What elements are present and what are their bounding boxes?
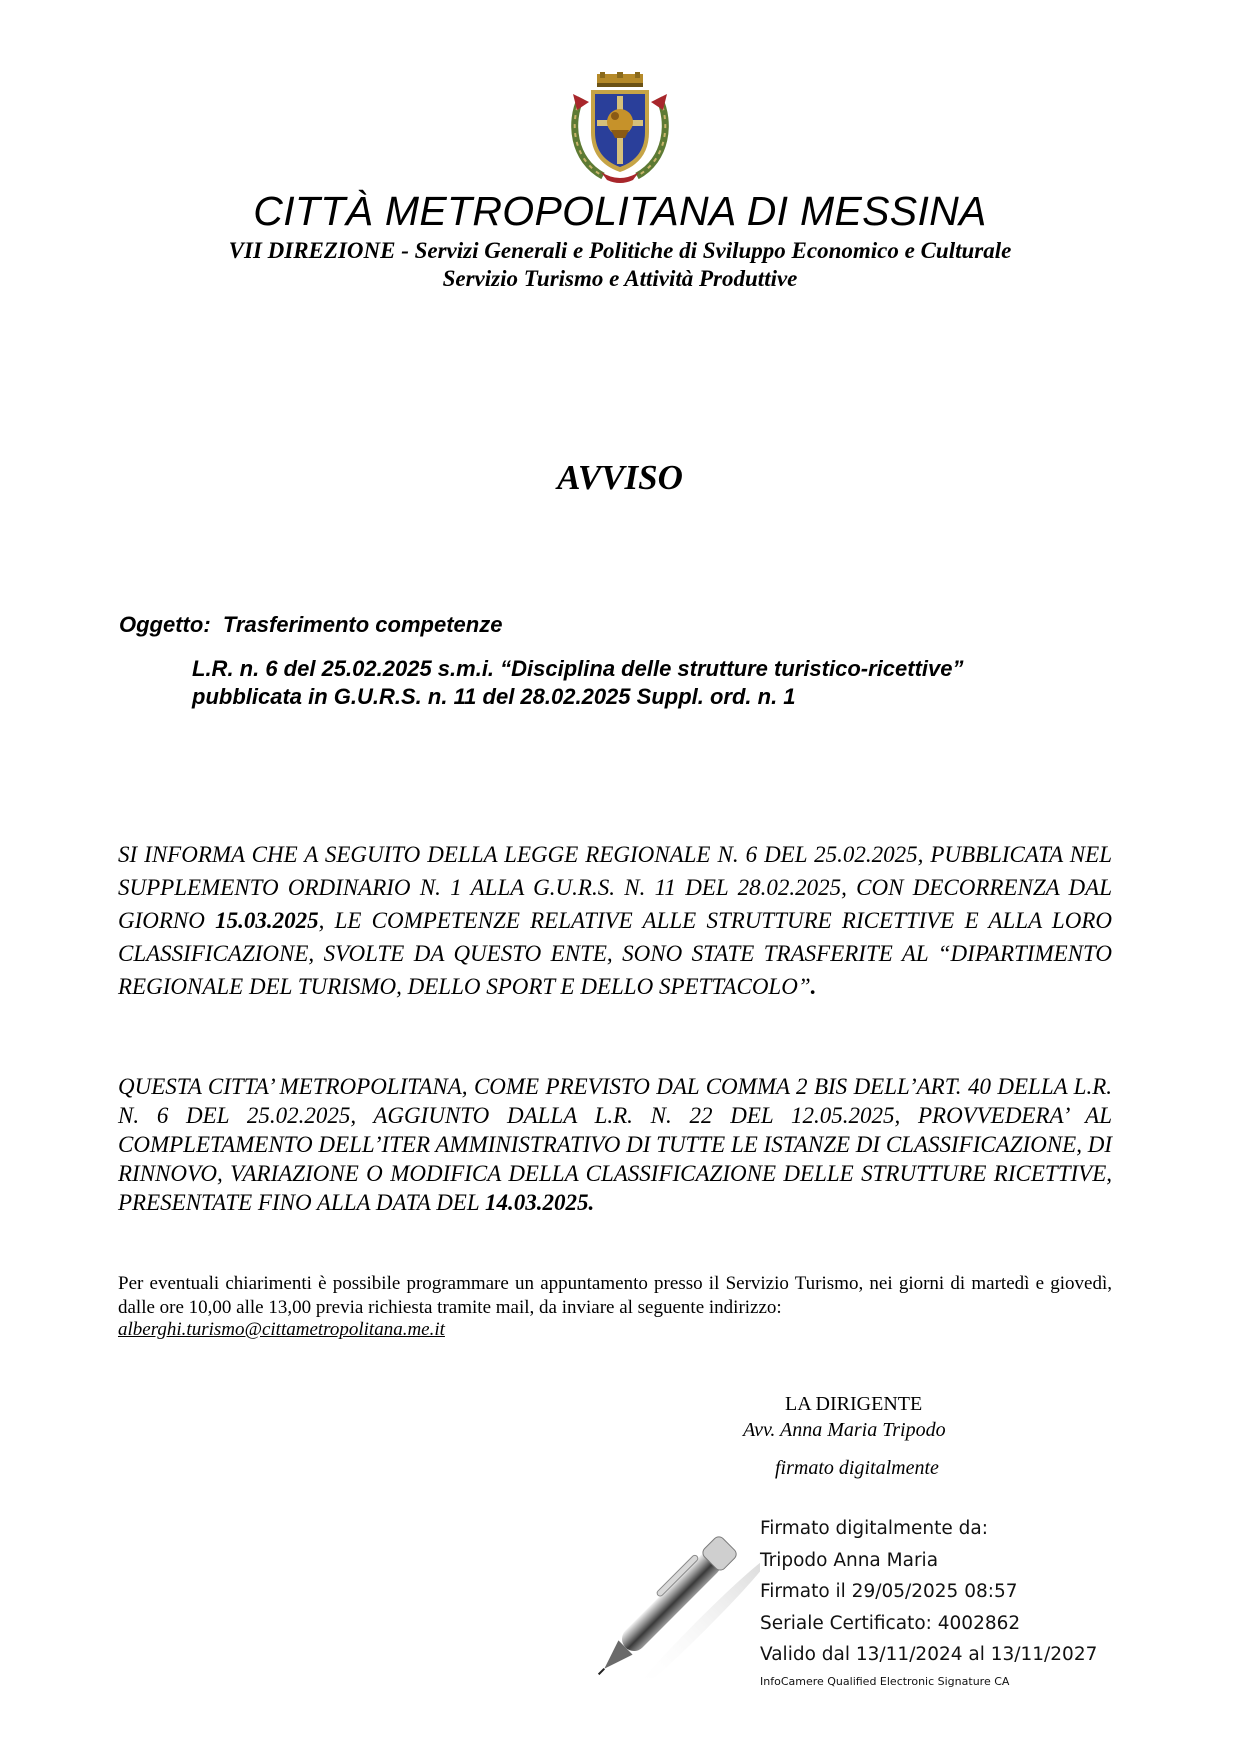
signatory-role: LA DIRIGENTE [785, 1393, 923, 1415]
paragraph-1-text-b: , LE COMPETENZE RELATIVE ALLE STRUTTURE RICETTIVE E ALLA LORO CLASSIFICAZIONE, SVOLTE DA QUESTO ENTE, SONO STATE TRASFERITE AL “DIPARTIMENTO REGIONALE DEL TURISMO, DELLO SPORT E DELLO SPETTACOLO” [118, 908, 1112, 999]
paragraph-2-end: . [588, 1190, 595, 1215]
stamp-line-signed-date: Firmato il 29/05/2025 08:57 [760, 1581, 1018, 1602]
stamp-line-certificate-serial: Seriale Certificato: 4002862 [760, 1612, 1021, 1634]
stamp-line-signer: Tripodo Anna Maria [760, 1549, 939, 1571]
paragraph-1-end: . [810, 974, 817, 999]
subject-law-reference [192, 655, 1112, 711]
effective-date: 15.03.2025 [215, 908, 319, 933]
paragraph-1-text-a: SI INFORMA CHE A SEGUITO DELLA LEGGE REGIONALE N. 6 DEL 25.02.2025, PUBBLICATA NEL SUPPLEMENTO ORDINARIO N. 1 ALLA G.U.R.S. N. 11 DEL 28.02.2025, CON DECORRENZA DAL GIORNO [118, 842, 1112, 933]
subject-law-line1: L.R. n. 6 del 25.02.2025 s.m.i. “Disciplina delle strutture turistico-ricettive” [192, 656, 964, 681]
service-name: Servizio Turismo e Attività Produttive [442, 266, 798, 291]
digital-signature-stamp [760, 1513, 1097, 1690]
subject-law-line2: pubblicata in G.U.R.S. n. 11 del 28.02.2025 Suppl. ord. n. 1 [192, 684, 796, 709]
notice-title: AVVISO [557, 458, 683, 497]
contact-email-link[interactable]: alberghi.turismo@cittametropolitana.me.it [118, 1319, 445, 1340]
stamp-line-validity: Valido dal 13/11/2024 al 13/11/2027 [760, 1644, 1098, 1665]
body-paragraph-2 [118, 1072, 1112, 1217]
organization-name: CITTÀ METROPOLITANA DI MESSINA [253, 188, 987, 234]
subject-label: Oggetto: Trasferimento competenze [119, 612, 503, 637]
coat-of-arms-icon [567, 72, 673, 184]
deadline-date: 14.03.2025 [484, 1190, 589, 1215]
stamp-line-signed-by: Firmato digitalmente da: [760, 1518, 988, 1539]
body-paragraph-1 [118, 838, 1112, 1003]
direction-name: VII DIREZIONE - Servizi Generali e Politiche di Sviluppo Economico e Culturale [228, 238, 1012, 263]
stamp-certificate-authority: InfoCamere Qualified Electronic Signature CA [760, 1674, 1010, 1688]
signature-note: firmato digitalmente [775, 1457, 939, 1479]
signatory-name: Avv. Anna Maria Tripodo [743, 1419, 946, 1441]
info-paragraph: Per eventuali chiarimenti è possibile programmare un appuntamento presso il Servizio Turismo, nei giorni di martedì e giovedì, dalle ore 10,00 alle 13,00 previa richiesta tramite mail, da inviare al seguente indirizzo: [118, 1273, 1112, 1318]
paragraph-2-text: QUESTA CITTA’ METROPOLITANA, COME PREVISTO DAL COMMA 2 BIS DELL’ART. 40 DELLA L.R. N. 6 DEL 25.02.2025, AGGIUNTO DALLA L.R. N. 22 DEL 12.05.2025, PROVVEDERA’ AL COMPLETAMENTO DELL’ITER AMMINISTRATIVO DI TUTTE LE ISTANZE DI CLASSIFICAZIONE, DI RINNOVO, VARIAZIONE O MODIFICA DELLA CLASSIFICAZIONE DELLE STRUTTURE RICETTIVE, PRESENTATE FINO ALLA DATA DEL [118, 1074, 1112, 1215]
pen-icon [590, 1518, 760, 1678]
